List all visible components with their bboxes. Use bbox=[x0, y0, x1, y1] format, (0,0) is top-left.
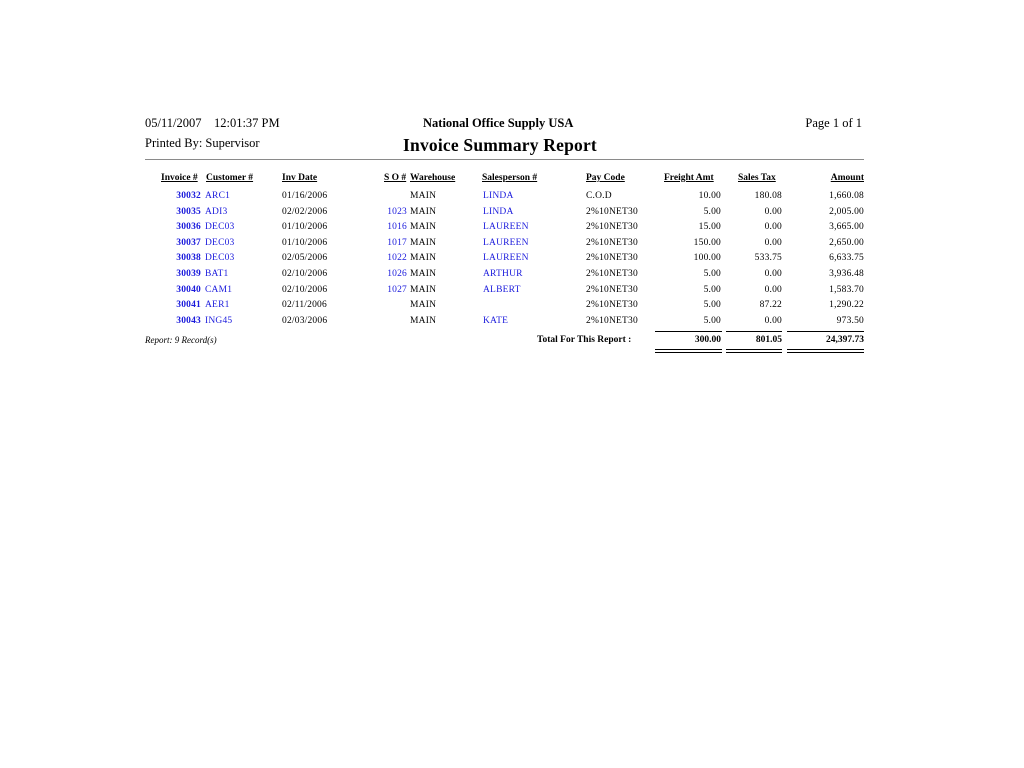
warehouse: MAIN bbox=[410, 269, 437, 279]
pay-code: 2%10NET30 bbox=[586, 253, 638, 264]
amount: 1,583.70 bbox=[829, 284, 864, 295]
report-title: Invoice Summary Report bbox=[403, 135, 597, 155]
pay-code: C.O.D bbox=[586, 191, 612, 201]
col-so: S O # bbox=[384, 173, 407, 183]
pay-code: 2%10NET30 bbox=[586, 269, 638, 279]
sales-tax: 0.00 bbox=[764, 315, 782, 326]
inv-date: 02/05/2006 bbox=[282, 253, 328, 264]
amount: 2,650.00 bbox=[829, 237, 864, 248]
freight-amt: 100.00 bbox=[693, 253, 721, 264]
amount: 1,660.08 bbox=[829, 191, 864, 201]
pay-code: 2%10NET30 bbox=[586, 315, 638, 326]
invoice-link[interactable]: 30035 bbox=[176, 206, 201, 217]
printed-by: Printed By: Supervisor bbox=[145, 136, 260, 150]
col-salesperson: Salesperson # bbox=[482, 173, 538, 183]
pay-code: 2%10NET30 bbox=[586, 300, 638, 311]
salesperson-link[interactable]: KATE bbox=[483, 315, 509, 326]
report-date bbox=[145, 116, 280, 131]
so-link[interactable]: 1023 bbox=[387, 206, 407, 217]
col-inv-date: Inv Date bbox=[282, 173, 318, 183]
inv-date: 01/16/2006 bbox=[282, 191, 328, 201]
salesperson-link[interactable]: LAUREEN bbox=[483, 237, 529, 248]
amount: 973.50 bbox=[836, 315, 864, 326]
total-sales-tax: 801.05 bbox=[755, 335, 782, 345]
total-freight: 300.00 bbox=[694, 335, 721, 345]
invoice-link[interactable]: 30037 bbox=[176, 237, 201, 248]
customer-link[interactable]: CAM1 bbox=[205, 284, 233, 295]
sales-tax: 0.00 bbox=[764, 222, 782, 233]
freight-amt: 5.00 bbox=[703, 284, 721, 295]
print-date: 05/11/2007 bbox=[145, 116, 202, 130]
warehouse: MAIN bbox=[410, 206, 437, 217]
freight-amt: 5.00 bbox=[703, 269, 721, 279]
warehouse: MAIN bbox=[410, 300, 437, 311]
amount: 6,633.75 bbox=[829, 253, 864, 264]
customer-link[interactable]: DEC03 bbox=[205, 222, 235, 233]
total-freight-double-rule-1 bbox=[655, 349, 722, 350]
total-amount-rule bbox=[787, 331, 864, 332]
inv-date: 02/03/2006 bbox=[282, 315, 328, 326]
invoice-link[interactable]: 30043 bbox=[176, 315, 201, 326]
sales-tax: 180.08 bbox=[754, 191, 782, 201]
freight-amt: 5.00 bbox=[703, 315, 721, 326]
inv-date: 01/10/2006 bbox=[282, 222, 328, 233]
inv-date: 02/02/2006 bbox=[282, 206, 328, 217]
freight-amt: 150.00 bbox=[693, 237, 721, 248]
pay-code: 2%10NET30 bbox=[586, 222, 638, 233]
pay-code: 2%10NET30 bbox=[586, 237, 638, 248]
customer-link[interactable]: DEC03 bbox=[205, 253, 235, 264]
customer-link[interactable]: ARC1 bbox=[205, 191, 231, 201]
pay-code: 2%10NET30 bbox=[586, 284, 638, 295]
sales-tax: 0.00 bbox=[764, 284, 782, 295]
invoice-link[interactable]: 30041 bbox=[176, 300, 201, 311]
so-link[interactable]: 1016 bbox=[387, 222, 407, 233]
total-label: Total For This Report : bbox=[537, 335, 632, 345]
header-divider bbox=[145, 159, 864, 160]
salesperson-link[interactable]: LAUREEN bbox=[483, 222, 529, 233]
salesperson-link[interactable]: LINDA bbox=[483, 206, 514, 217]
sales-tax: 0.00 bbox=[764, 269, 782, 279]
invoice-link[interactable]: 30032 bbox=[176, 191, 201, 201]
customer-link[interactable]: BAT1 bbox=[205, 269, 229, 279]
col-amount: Amount bbox=[830, 173, 864, 183]
customer-link[interactable]: ING45 bbox=[205, 315, 233, 326]
inv-date: 02/10/2006 bbox=[282, 269, 328, 279]
col-sales-tax: Sales Tax bbox=[738, 173, 776, 183]
salesperson-link[interactable]: ARTHUR bbox=[483, 269, 523, 279]
freight-amt: 10.00 bbox=[698, 191, 721, 201]
col-pay-code: Pay Code bbox=[586, 173, 625, 183]
sales-tax: 87.22 bbox=[759, 300, 782, 311]
warehouse: MAIN bbox=[410, 237, 437, 248]
so-link[interactable]: 1027 bbox=[387, 284, 407, 295]
inv-date: 01/10/2006 bbox=[282, 237, 328, 248]
amount: 3,936.48 bbox=[829, 269, 864, 279]
pay-code: 2%10NET30 bbox=[586, 206, 638, 217]
sales-tax: 0.00 bbox=[764, 206, 782, 217]
invoice-link[interactable]: 30038 bbox=[176, 253, 201, 264]
amount: 2,005.00 bbox=[829, 206, 864, 217]
inv-date: 02/10/2006 bbox=[282, 284, 328, 295]
total-freight-double-rule-2 bbox=[655, 352, 722, 353]
col-freight: Freight Amt bbox=[664, 173, 714, 183]
customer-link[interactable]: AER1 bbox=[205, 300, 230, 311]
company-name: National Office Supply USA bbox=[423, 116, 574, 130]
salesperson-link[interactable]: ALBERT bbox=[483, 284, 521, 295]
warehouse: MAIN bbox=[410, 284, 437, 295]
inv-date: 02/11/2006 bbox=[282, 300, 327, 311]
warehouse: MAIN bbox=[410, 222, 437, 233]
col-invoice: Invoice # bbox=[161, 173, 198, 183]
total-tax-double-rule-2 bbox=[726, 352, 782, 353]
warehouse: MAIN bbox=[410, 253, 437, 264]
warehouse: MAIN bbox=[410, 315, 437, 326]
sales-tax: 0.00 bbox=[764, 237, 782, 248]
amount: 1,290.22 bbox=[829, 300, 864, 311]
total-amount-double-rule-1 bbox=[787, 349, 864, 350]
amount: 3,665.00 bbox=[829, 222, 864, 233]
total-freight-rule bbox=[655, 331, 722, 332]
so-link[interactable]: 1022 bbox=[387, 253, 407, 264]
sales-tax: 533.75 bbox=[754, 253, 782, 264]
salesperson-link[interactable]: LAUREEN bbox=[483, 253, 529, 264]
invoice-link[interactable]: 30039 bbox=[176, 269, 201, 279]
customer-link[interactable]: ADI3 bbox=[205, 206, 228, 217]
total-amount: 24,397.73 bbox=[826, 335, 864, 345]
salesperson-link[interactable]: LINDA bbox=[483, 191, 514, 201]
page-number: Page 1 of 1 bbox=[805, 116, 862, 130]
freight-amt: 5.00 bbox=[703, 300, 721, 311]
so-link[interactable]: 1026 bbox=[387, 269, 407, 279]
customer-link[interactable]: DEC03 bbox=[205, 237, 235, 248]
print-time: 12:01:37 PM bbox=[213, 116, 280, 130]
total-amount-double-rule-2 bbox=[787, 352, 864, 353]
total-tax-rule bbox=[726, 331, 782, 332]
record-count: Report: 9 Record(s) bbox=[145, 335, 217, 345]
warehouse: MAIN bbox=[410, 191, 437, 201]
col-warehouse: Warehouse bbox=[410, 173, 456, 183]
freight-amt: 5.00 bbox=[703, 206, 721, 217]
so-link[interactable]: 1017 bbox=[387, 237, 407, 248]
freight-amt: 15.00 bbox=[698, 222, 721, 233]
invoice-link[interactable]: 30036 bbox=[176, 222, 201, 233]
col-customer: Customer # bbox=[206, 173, 254, 183]
total-tax-double-rule-1 bbox=[726, 349, 782, 350]
invoice-link[interactable]: 30040 bbox=[176, 284, 201, 295]
